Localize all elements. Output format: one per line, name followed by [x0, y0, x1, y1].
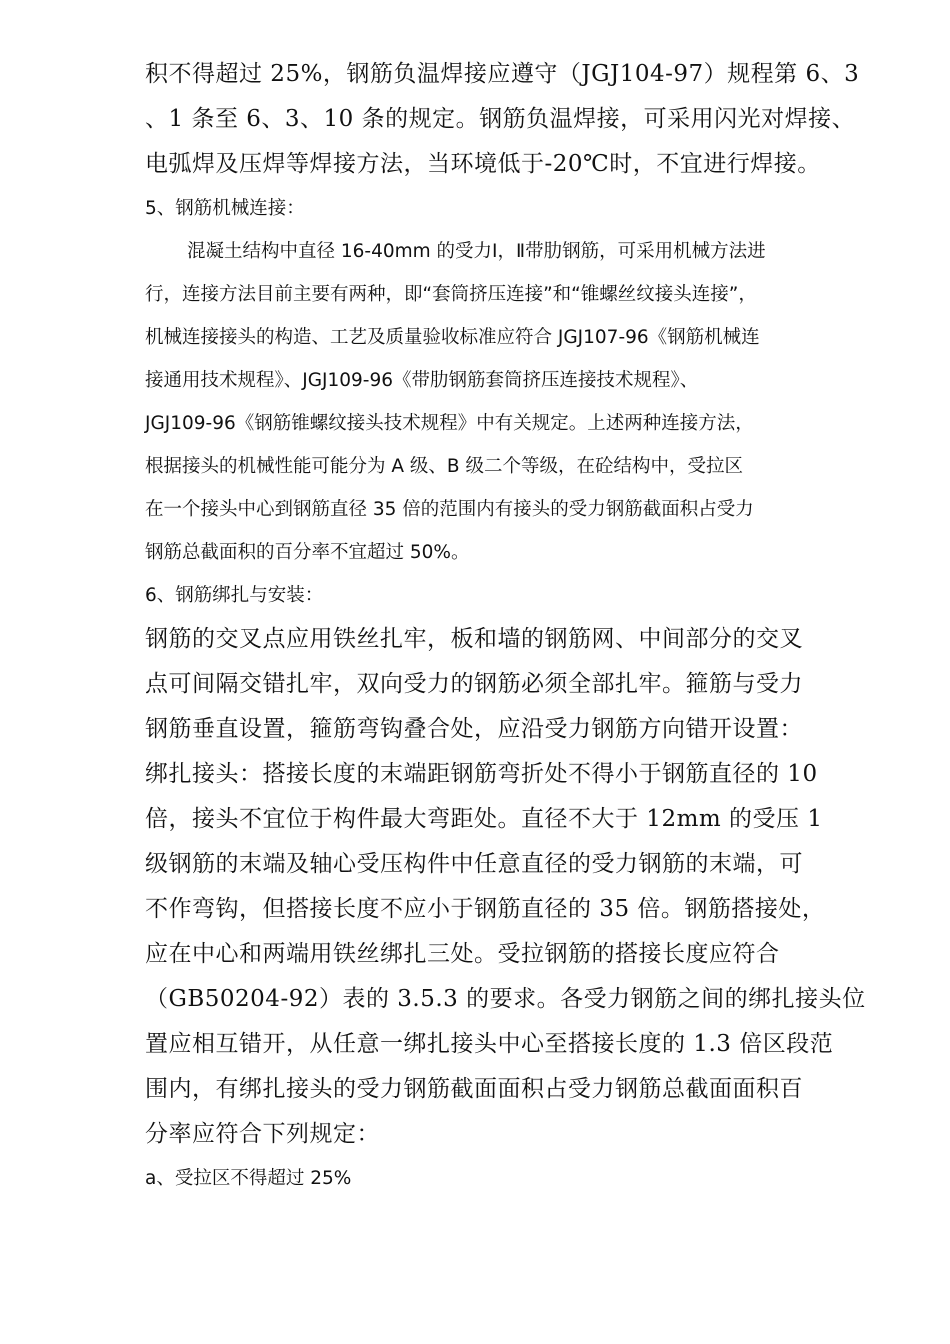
- text-line: （GB50204-92）表的 3.5.3 的要求。各受力钢筋之间的绑扎接头位: [145, 986, 866, 1012]
- text-line: 行，连接方法目前主要有两种，即“套筒挤压连接”和“锥螺丝纹接头连接”，: [145, 284, 757, 305]
- text-line: 钢筋总截面积的百分率不宜超过 50%。: [145, 542, 470, 563]
- text-line: 电弧焊及压焊等焊接方法，当环境低于-20℃时，不宜进行焊接。: [145, 151, 821, 177]
- section-heading-binding-installation: 6、钢筋绑扎与安装：: [145, 585, 324, 606]
- paragraph-mechanical-connection: [145, 230, 890, 574]
- paragraph-binding-installation: [145, 617, 890, 1157]
- text-line: 、1 条至 6、3、10 条的规定。钢筋负温焊接，可采用闪光对焊接、: [145, 106, 856, 132]
- text-line: 围内，有绑扎接头的受力钢筋截面面积占受力钢筋总截面面积百: [145, 1076, 803, 1102]
- list-item-a: a、受拉区不得超过 25%: [145, 1168, 352, 1189]
- text-line: 机械连接接头的构造、工艺及质量验收标准应符合 JGJ107-96《钢筋机械连: [145, 327, 760, 348]
- text-line: 应在中心和两端用铁丝绑扎三处。受拉钢筋的搭接长度应符合: [145, 941, 780, 967]
- text-line: 置应相互错开，从任意一绑扎接头中心至搭接长度的 1.3 倍区段范: [145, 1031, 834, 1057]
- text-line: JGJ109-96《钢筋锥螺纹接头技术规程》中有关规定。上述两种连接方法，: [145, 413, 754, 434]
- text-line: 点可间隔交错扎牢，双向受力的钢筋必须全部扎牢。箍筋与受力: [145, 671, 803, 697]
- document-body: [145, 52, 890, 1200]
- text-line: 混凝土结构中直径 16-40mm 的受力Ⅰ，Ⅱ带肋钢筋，可采用机械方法进: [187, 241, 766, 262]
- text-line: 绑扎接头：搭接长度的末端距钢筋弯折处不得小于钢筋直径的 10: [145, 761, 818, 787]
- text-line: 钢筋垂直设置，箍筋弯钩叠合处，应沿受力钢筋方向错开设置：: [145, 716, 803, 742]
- text-line: 级钢筋的末端及轴心受压构件中任意直径的受力钢筋的末端，可: [145, 851, 803, 877]
- text-line: 倍，接头不宜位于构件最大弯距处。直径不大于 12mm 的受压 1: [145, 806, 823, 832]
- paragraph-welding-rules: [145, 52, 890, 187]
- text-line: 积不得超过 25%，钢筋负温焊接应遵守（JGJ104-97）规程第 6、3: [145, 61, 860, 87]
- text-line: 在一个接头中心到钢筋直径 35 倍的范围内有接头的受力钢筋截面积占受力: [145, 499, 754, 520]
- text-line: 根据接头的机械性能可能分为 A 级、B 级二个等级，在砼结构中，受拉区: [145, 456, 743, 477]
- text-line: 不作弯钩，但搭接长度不应小于钢筋直径的 35 倍。钢筋搭接处，: [145, 896, 826, 922]
- text-line: 分率应符合下列规定：: [145, 1121, 380, 1147]
- text-line: 接通用技术规程》、JGJ109-96《带肋钢筋套筒挤压连接技术规程》、: [145, 370, 699, 391]
- section-heading-mechanical-connection: 5、钢筋机械连接：: [145, 198, 305, 219]
- text-line: 钢筋的交叉点应用铁丝扎牢，板和墙的钢筋网、中间部分的交叉: [145, 626, 803, 652]
